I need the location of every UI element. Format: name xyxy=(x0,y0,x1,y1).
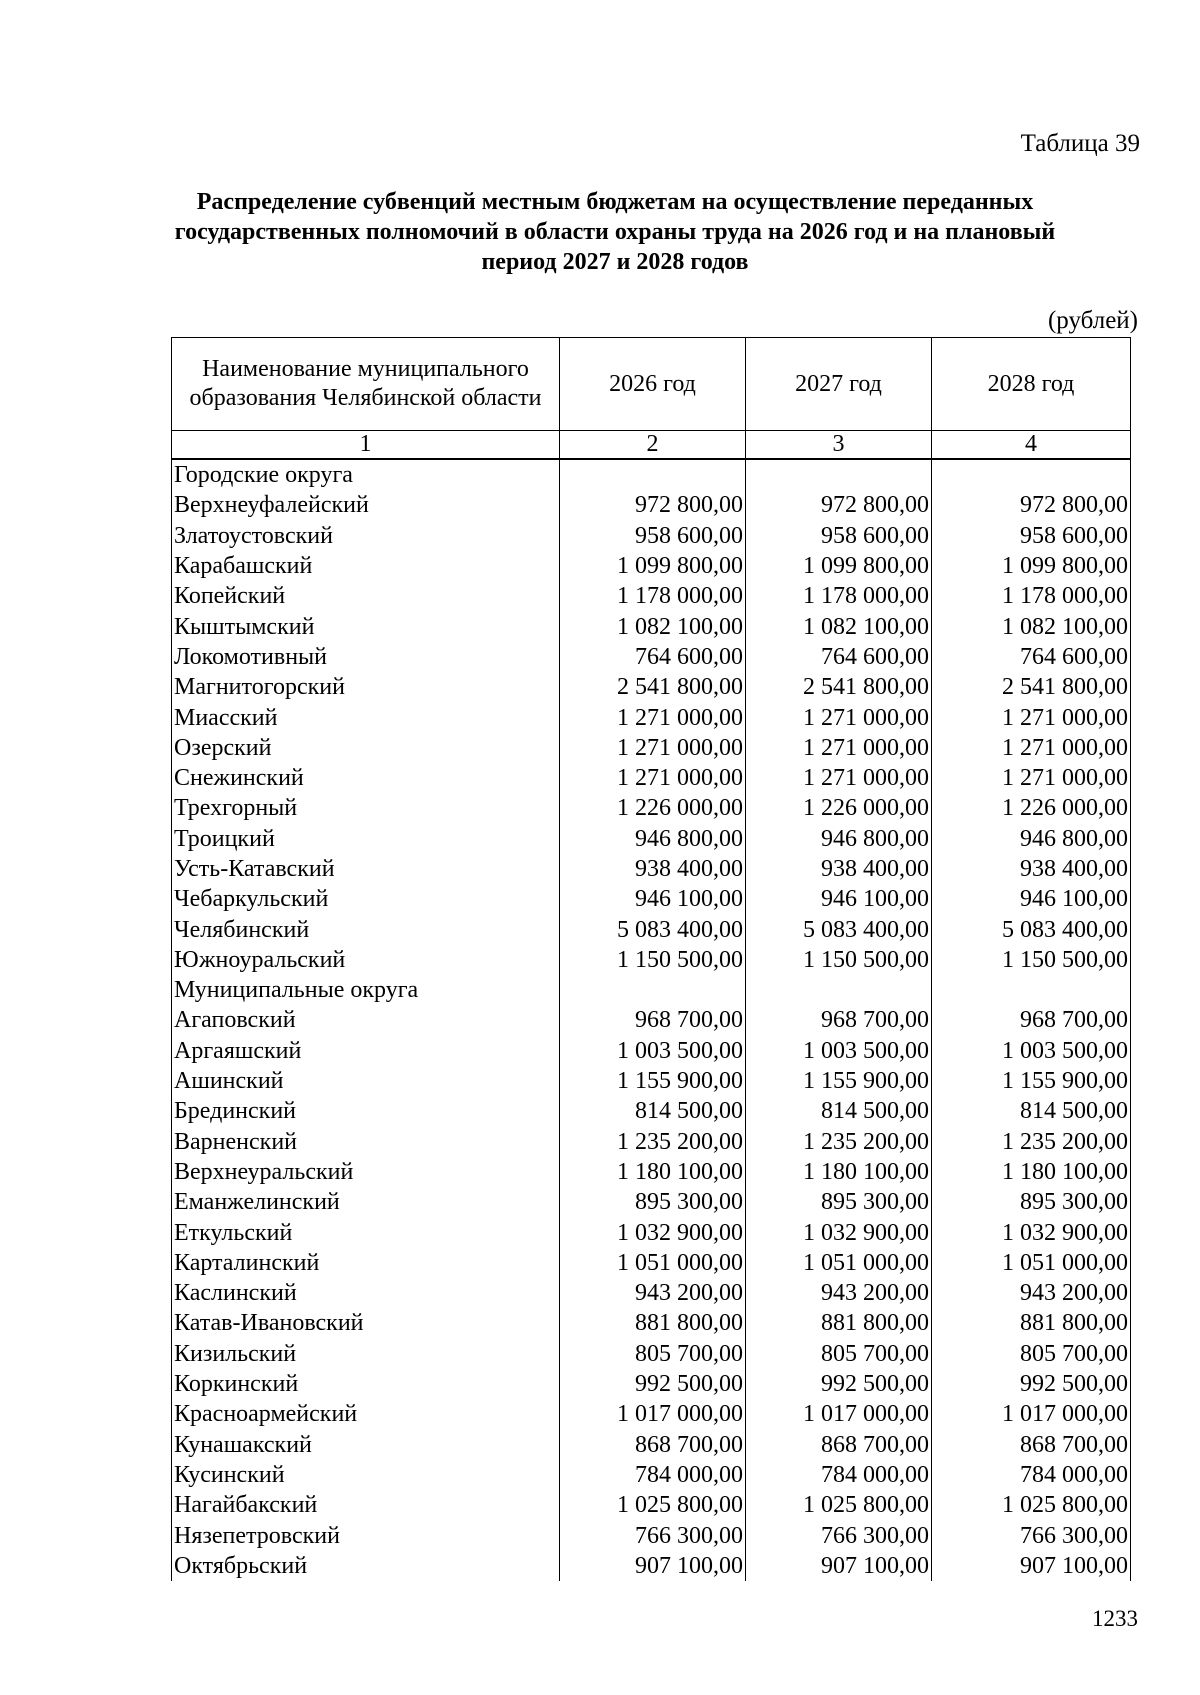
value-2028: 1 099 800,00 xyxy=(932,551,1131,581)
value-2027: 1 178 000,00 xyxy=(746,581,932,611)
value-2026: 814 500,00 xyxy=(560,1096,746,1126)
column-number: 4 xyxy=(932,431,1131,460)
value-2028: 1 271 000,00 xyxy=(932,763,1131,793)
value-2028: 992 500,00 xyxy=(932,1369,1131,1399)
value-2026: 784 000,00 xyxy=(560,1460,746,1490)
municipality-name: Коркинский xyxy=(172,1369,560,1399)
value-2026: 764 600,00 xyxy=(560,642,746,672)
municipality-name: Троицкий xyxy=(172,824,560,854)
value-2027: 946 800,00 xyxy=(746,824,932,854)
value-2026: 881 800,00 xyxy=(560,1308,746,1338)
municipality-name: Ашинский xyxy=(172,1066,560,1096)
table-row xyxy=(172,1490,1131,1520)
value-2027: 814 500,00 xyxy=(746,1096,932,1126)
value-2027: 938 400,00 xyxy=(746,854,932,884)
table-row xyxy=(172,642,1131,672)
table-row xyxy=(172,1127,1131,1157)
header-2026: 2026 год xyxy=(560,338,746,431)
value-2026: 2 541 800,00 xyxy=(560,672,746,702)
table-row xyxy=(172,1248,1131,1278)
value-2026: 766 300,00 xyxy=(560,1520,746,1550)
table-row xyxy=(172,1399,1131,1429)
value-2027: 907 100,00 xyxy=(746,1551,932,1581)
value-2027: 1 271 000,00 xyxy=(746,763,932,793)
empty-cell xyxy=(560,975,746,1005)
value-2027: 1 271 000,00 xyxy=(746,733,932,763)
document-title: Распределение субвенций местным бюджетам на осуществление переданных государственных полномочий в области охраны труда на 2026 год и на плановый период 2027 и 2028 годов xyxy=(174,189,1056,275)
table-row xyxy=(172,672,1131,702)
empty-cell xyxy=(932,975,1131,1005)
empty-cell xyxy=(746,975,932,1005)
table-row xyxy=(172,763,1131,793)
municipality-name: Чебаркульский xyxy=(172,884,560,914)
value-2028: 946 100,00 xyxy=(932,884,1131,914)
value-2028: 868 700,00 xyxy=(932,1430,1131,1460)
table-row xyxy=(172,490,1131,520)
value-2028: 881 800,00 xyxy=(932,1308,1131,1338)
value-2027: 1 226 000,00 xyxy=(746,793,932,823)
value-2026: 938 400,00 xyxy=(560,854,746,884)
value-2026: 1 099 800,00 xyxy=(560,551,746,581)
value-2028: 972 800,00 xyxy=(932,490,1131,520)
value-2027: 895 300,00 xyxy=(746,1187,932,1217)
value-2026: 868 700,00 xyxy=(560,1430,746,1460)
municipality-name: Верхнеуфалейский xyxy=(172,490,560,520)
municipality-name: Снежинский xyxy=(172,763,560,793)
municipality-name: Копейский xyxy=(172,581,560,611)
value-2028: 1 082 100,00 xyxy=(932,611,1131,641)
value-2026: 958 600,00 xyxy=(560,521,746,551)
value-2028: 943 200,00 xyxy=(932,1278,1131,1308)
municipality-name: Озерский xyxy=(172,733,560,763)
value-2027: 943 200,00 xyxy=(746,1278,932,1308)
value-2027: 1 180 100,00 xyxy=(746,1157,932,1187)
value-2028: 1 178 000,00 xyxy=(932,581,1131,611)
value-2026: 1 271 000,00 xyxy=(560,702,746,732)
value-2027: 958 600,00 xyxy=(746,521,932,551)
value-2027: 1 051 000,00 xyxy=(746,1248,932,1278)
value-2027: 1 155 900,00 xyxy=(746,1066,932,1096)
municipality-name: Карабашский xyxy=(172,551,560,581)
value-2028: 1 017 000,00 xyxy=(932,1399,1131,1429)
value-2027: 764 600,00 xyxy=(746,642,932,672)
table-row xyxy=(172,1551,1131,1581)
section-header-row xyxy=(172,459,1131,490)
table-row xyxy=(172,1430,1131,1460)
municipality-name: Каслинский xyxy=(172,1278,560,1308)
table-row xyxy=(172,702,1131,732)
header-2027: 2027 год xyxy=(746,338,932,431)
value-2027: 1 235 200,00 xyxy=(746,1127,932,1157)
value-2026: 946 100,00 xyxy=(560,884,746,914)
value-2027: 1 017 000,00 xyxy=(746,1399,932,1429)
value-2026: 1 025 800,00 xyxy=(560,1490,746,1520)
municipality-name: Миасский xyxy=(172,702,560,732)
municipality-name: Варненский xyxy=(172,1127,560,1157)
value-2028: 1 032 900,00 xyxy=(932,1217,1131,1247)
value-2026: 907 100,00 xyxy=(560,1551,746,1581)
table-row xyxy=(172,521,1131,551)
value-2026: 1 235 200,00 xyxy=(560,1127,746,1157)
value-2028: 766 300,00 xyxy=(932,1520,1131,1550)
municipality-name: Усть-Катавский xyxy=(172,854,560,884)
table-row xyxy=(172,1278,1131,1308)
value-2028: 784 000,00 xyxy=(932,1460,1131,1490)
value-2028: 1 271 000,00 xyxy=(932,702,1131,732)
empty-cell xyxy=(560,459,746,490)
value-2026: 1 271 000,00 xyxy=(560,733,746,763)
header-municipality: Наименование муниципального образования Челябинской области xyxy=(172,338,560,431)
budget-table xyxy=(171,337,1131,1581)
value-2026: 895 300,00 xyxy=(560,1187,746,1217)
units-label: (рублей) xyxy=(1047,307,1138,334)
municipality-name: Аргаяшский xyxy=(172,1036,560,1066)
municipality-name: Карталинский xyxy=(172,1248,560,1278)
municipality-name: Кусинский xyxy=(172,1460,560,1490)
value-2028: 1 003 500,00 xyxy=(932,1036,1131,1066)
table-row xyxy=(172,581,1131,611)
value-2028: 958 600,00 xyxy=(932,521,1131,551)
value-2027: 1 150 500,00 xyxy=(746,945,932,975)
column-number: 1 xyxy=(172,431,560,460)
table-row xyxy=(172,1157,1131,1187)
value-2028: 946 800,00 xyxy=(932,824,1131,854)
table-row xyxy=(172,1369,1131,1399)
table-row xyxy=(172,945,1131,975)
value-2028: 907 100,00 xyxy=(932,1551,1131,1581)
value-2028: 938 400,00 xyxy=(932,854,1131,884)
municipality-name: Трехгорный xyxy=(172,793,560,823)
value-2028: 1 051 000,00 xyxy=(932,1248,1131,1278)
value-2027: 1 082 100,00 xyxy=(746,611,932,641)
header-2028: 2028 год xyxy=(932,338,1131,431)
value-2028: 805 700,00 xyxy=(932,1339,1131,1369)
value-2026: 1 082 100,00 xyxy=(560,611,746,641)
value-2027: 868 700,00 xyxy=(746,1430,932,1460)
table-row xyxy=(172,854,1131,884)
value-2028: 1 235 200,00 xyxy=(932,1127,1131,1157)
value-2027: 805 700,00 xyxy=(746,1339,932,1369)
value-2026: 1 178 000,00 xyxy=(560,581,746,611)
section-header-row xyxy=(172,975,1131,1005)
value-2028: 1 271 000,00 xyxy=(932,733,1131,763)
table-row xyxy=(172,1066,1131,1096)
value-2026: 805 700,00 xyxy=(560,1339,746,1369)
value-2027: 1 025 800,00 xyxy=(746,1490,932,1520)
value-2027: 992 500,00 xyxy=(746,1369,932,1399)
empty-cell xyxy=(932,459,1131,490)
value-2027: 968 700,00 xyxy=(746,1005,932,1035)
municipality-name: Кунашакский xyxy=(172,1430,560,1460)
value-2026: 1 150 500,00 xyxy=(560,945,746,975)
value-2028: 1 226 000,00 xyxy=(932,793,1131,823)
value-2027: 881 800,00 xyxy=(746,1308,932,1338)
municipality-name: Локомотивный xyxy=(172,642,560,672)
municipality-name: Кизильский xyxy=(172,1339,560,1369)
section-title: Городские округа xyxy=(172,459,560,490)
table-row xyxy=(172,1339,1131,1369)
table-row xyxy=(172,793,1131,823)
table-row xyxy=(172,1460,1131,1490)
value-2028: 1 180 100,00 xyxy=(932,1157,1131,1187)
value-2027: 784 000,00 xyxy=(746,1460,932,1490)
value-2027: 1 099 800,00 xyxy=(746,551,932,581)
value-2026: 1 051 000,00 xyxy=(560,1248,746,1278)
value-2027: 2 541 800,00 xyxy=(746,672,932,702)
municipality-name: Агаповский xyxy=(172,1005,560,1035)
value-2026: 1 180 100,00 xyxy=(560,1157,746,1187)
value-2026: 946 800,00 xyxy=(560,824,746,854)
municipality-name: Челябинский xyxy=(172,914,560,944)
value-2026: 1 271 000,00 xyxy=(560,763,746,793)
column-number: 3 xyxy=(746,431,932,460)
table-body xyxy=(172,459,1131,1581)
value-2027: 946 100,00 xyxy=(746,884,932,914)
value-2026: 1 226 000,00 xyxy=(560,793,746,823)
value-2026: 943 200,00 xyxy=(560,1278,746,1308)
municipality-name: Еткульский xyxy=(172,1217,560,1247)
municipality-name: Брединский xyxy=(172,1096,560,1126)
municipality-name: Верхнеуральский xyxy=(172,1157,560,1187)
value-2027: 972 800,00 xyxy=(746,490,932,520)
page-number: 1233 xyxy=(1092,1606,1138,1631)
column-number-row xyxy=(172,431,1131,460)
value-2026: 992 500,00 xyxy=(560,1369,746,1399)
municipality-name: Октябрьский xyxy=(172,1551,560,1581)
value-2026: 968 700,00 xyxy=(560,1005,746,1035)
municipality-name: Кыштымский xyxy=(172,611,560,641)
table-row xyxy=(172,1005,1131,1035)
table-row xyxy=(172,824,1131,854)
section-title: Муниципальные округа xyxy=(172,975,560,1005)
value-2027: 1 003 500,00 xyxy=(746,1036,932,1066)
column-number: 2 xyxy=(560,431,746,460)
value-2028: 968 700,00 xyxy=(932,1005,1131,1035)
table-row xyxy=(172,1217,1131,1247)
table-row xyxy=(172,1308,1131,1338)
value-2026: 1 017 000,00 xyxy=(560,1399,746,1429)
municipality-name: Красноармейский xyxy=(172,1399,560,1429)
table-row xyxy=(172,1520,1131,1550)
value-2027: 1 271 000,00 xyxy=(746,702,932,732)
value-2028: 1 025 800,00 xyxy=(932,1490,1131,1520)
value-2028: 5 083 400,00 xyxy=(932,914,1131,944)
value-2026: 1 003 500,00 xyxy=(560,1036,746,1066)
municipality-name: Нагайбакский xyxy=(172,1490,560,1520)
table-label: Таблица 39 xyxy=(1020,130,1140,157)
value-2027: 1 032 900,00 xyxy=(746,1217,932,1247)
header-row xyxy=(172,338,1131,431)
table-row xyxy=(172,551,1131,581)
value-2027: 766 300,00 xyxy=(746,1520,932,1550)
value-2026: 972 800,00 xyxy=(560,490,746,520)
value-2028: 1 150 500,00 xyxy=(932,945,1131,975)
municipality-name: Южноуральский xyxy=(172,945,560,975)
value-2028: 895 300,00 xyxy=(932,1187,1131,1217)
value-2028: 814 500,00 xyxy=(932,1096,1131,1126)
table-row xyxy=(172,1096,1131,1126)
value-2027: 5 083 400,00 xyxy=(746,914,932,944)
municipality-name: Магнитогорский xyxy=(172,672,560,702)
table-row xyxy=(172,733,1131,763)
empty-cell xyxy=(746,459,932,490)
value-2028: 764 600,00 xyxy=(932,642,1131,672)
value-2028: 2 541 800,00 xyxy=(932,672,1131,702)
municipality-name: Златоустовский xyxy=(172,521,560,551)
value-2026: 1 032 900,00 xyxy=(560,1217,746,1247)
table-row xyxy=(172,1187,1131,1217)
municipality-name: Еманжелинский xyxy=(172,1187,560,1217)
municipality-name: Нязепетровский xyxy=(172,1520,560,1550)
value-2026: 1 155 900,00 xyxy=(560,1066,746,1096)
municipality-name: Катав-Ивановский xyxy=(172,1308,560,1338)
table-row xyxy=(172,1036,1131,1066)
value-2026: 5 083 400,00 xyxy=(560,914,746,944)
table-row xyxy=(172,611,1131,641)
table-row xyxy=(172,884,1131,914)
value-2028: 1 155 900,00 xyxy=(932,1066,1131,1096)
table-row xyxy=(172,914,1131,944)
